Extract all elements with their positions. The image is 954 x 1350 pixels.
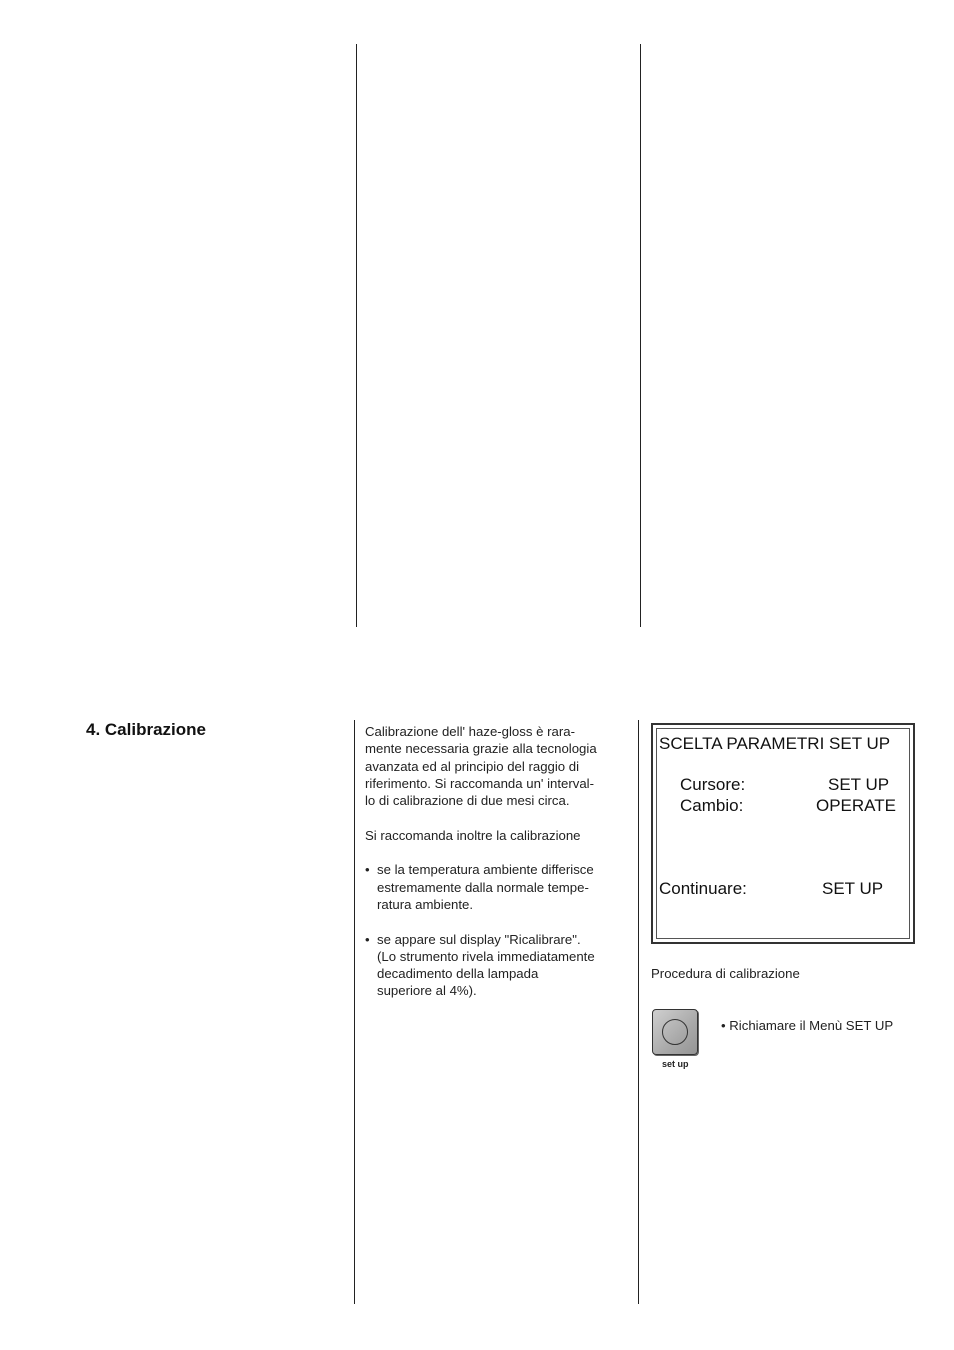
lcd-cursor-value: SET UP <box>828 775 890 794</box>
lcd-display-inner <box>656 728 910 939</box>
column-divider-bottom-right <box>638 720 639 1304</box>
bullet-dot: • <box>365 862 370 878</box>
intro-paragraph: Calibrazione dell' haze-gloss è rara- mente necessaria grazie alla tecnologia avanzata ed al principio del raggio di riferimento. Si raccomanda un' interval- lo di calibrazione di due mesi circa. <box>365 724 597 809</box>
procedure-caption: Procedura di calibrazione <box>651 966 800 981</box>
lcd-display <box>651 723 915 944</box>
lcd-change-value: OPERATE <box>816 796 896 815</box>
lcd-cursor-label: Cursore: <box>680 775 746 794</box>
bullet-recalibrate: • se appare sul display "Ricalibrare". (Lo strumento rivela immediatamente decadimento della lampada superiore al 4%). <box>365 931 595 999</box>
setup-key-icon <box>652 1009 698 1055</box>
bullet-dot: • <box>365 931 370 947</box>
lcd-title: SCELTA PARAMETRI SET UP <box>659 734 891 753</box>
section-heading: 4. Calibrazione <box>86 720 206 739</box>
lcd-continue-value: SET UP <box>822 879 884 898</box>
bullet-temperature: • se la temperatura ambiente differisce estremamente dalla normale tempe- ratura ambiente. <box>365 862 594 912</box>
recommendation-paragraph: Si raccomanda inoltre la calibrazione <box>365 827 581 843</box>
lcd-continue-label: Continuare: <box>659 879 747 898</box>
setup-key-label: set up <box>662 1059 689 1069</box>
body-text-column <box>365 723 627 1017</box>
column-divider-top-right <box>640 44 641 627</box>
step-instruction: • Richiamare il Menù SET UP <box>721 1018 894 1033</box>
lcd-change-label: Cambio: <box>680 796 744 815</box>
column-divider-top-left <box>356 44 357 627</box>
key-ring-icon <box>662 1019 688 1045</box>
column-divider-bottom-left <box>354 720 355 1304</box>
